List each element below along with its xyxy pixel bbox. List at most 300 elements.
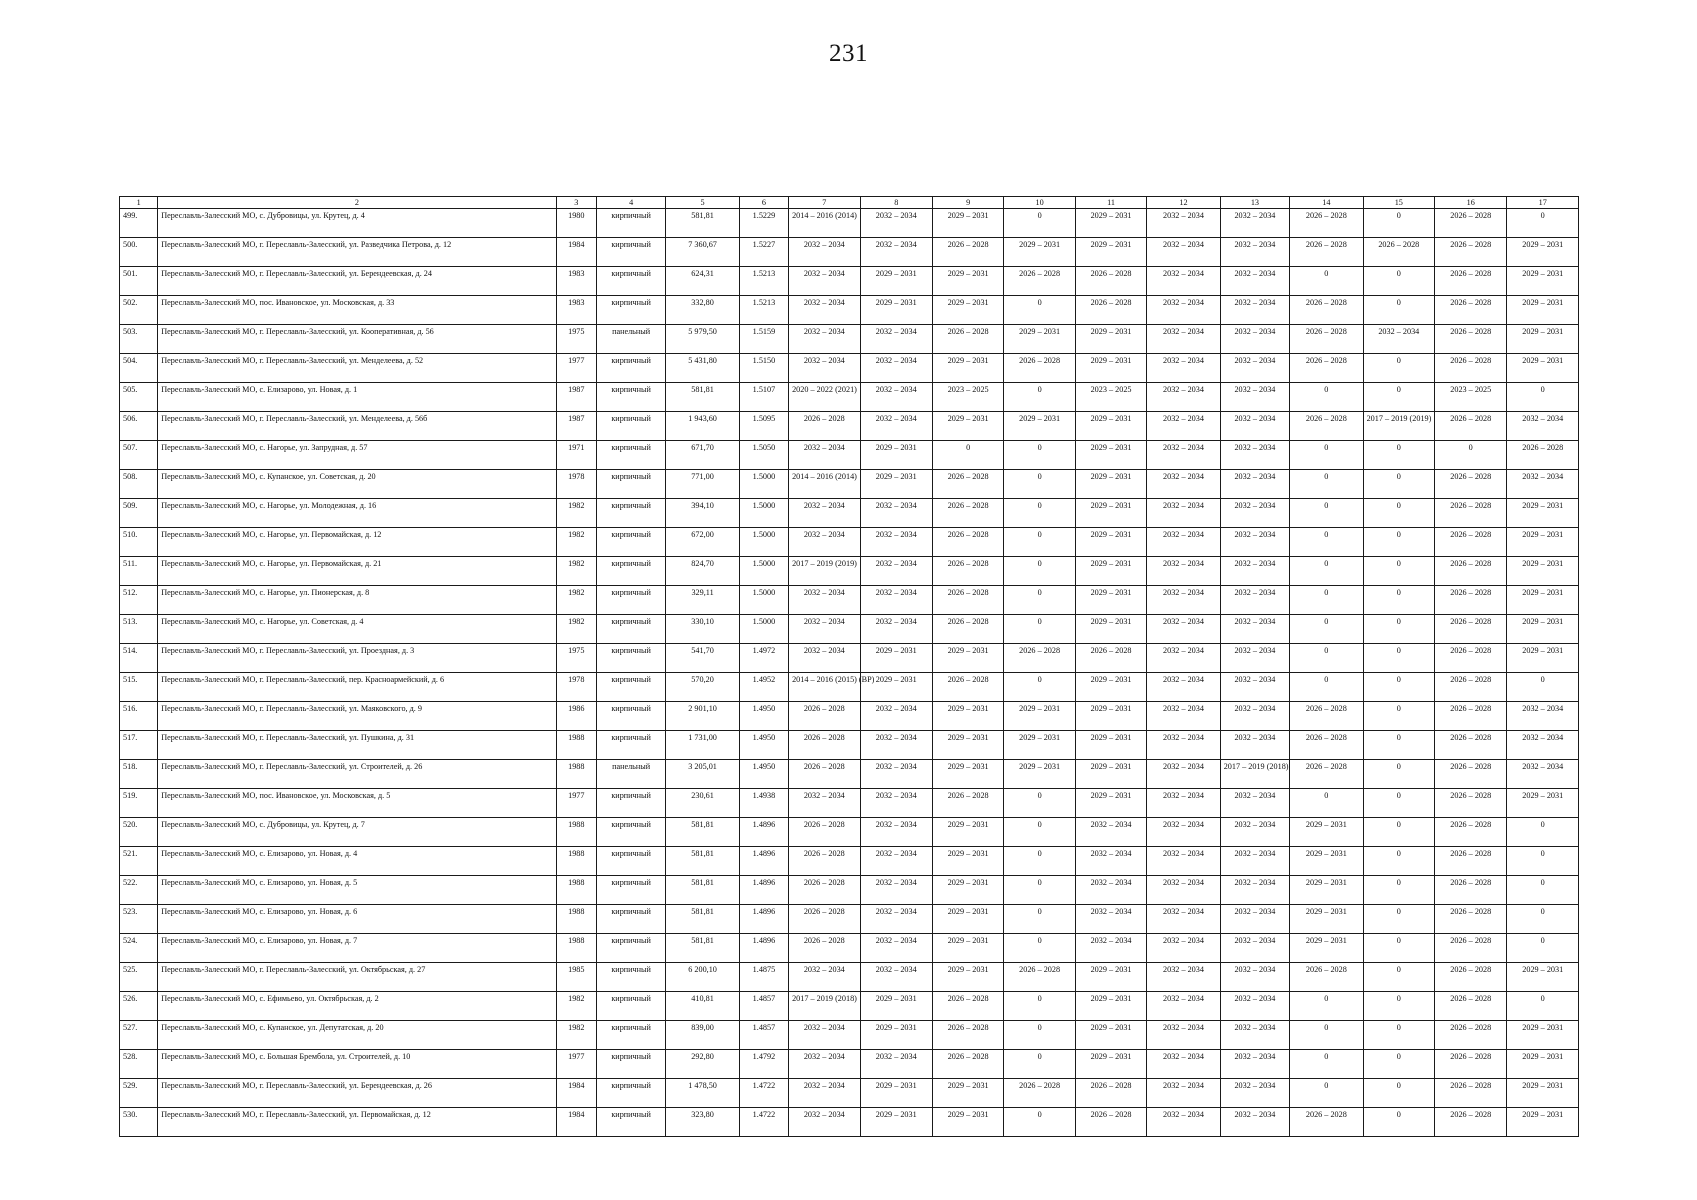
table-cell: 2026 – 2028 bbox=[1435, 673, 1507, 702]
table-cell: 581,81 bbox=[666, 847, 739, 876]
table-cell: 2026 – 2028 bbox=[932, 238, 1003, 267]
table-cell: 2026 – 2028 bbox=[932, 586, 1003, 615]
table-cell: 2029 – 2031 bbox=[932, 412, 1003, 441]
row-number: 530. bbox=[120, 1108, 158, 1137]
table-cell: 330,10 bbox=[666, 615, 739, 644]
table-cell: 0 bbox=[1507, 992, 1579, 1021]
table-cell: 1.5000 bbox=[739, 499, 788, 528]
table-cell: 2029 – 2031 bbox=[860, 673, 932, 702]
table-cell: 1.4950 bbox=[739, 760, 788, 789]
table-cell: 2032 – 2034 bbox=[1147, 992, 1220, 1021]
table-cell: 1982 bbox=[556, 586, 596, 615]
table-row bbox=[120, 209, 1579, 238]
table-cell: 2029 – 2031 bbox=[1075, 441, 1146, 470]
table-cell: 1.4792 bbox=[739, 1050, 788, 1079]
period-cell: 0 bbox=[1363, 992, 1434, 1021]
table-row bbox=[120, 702, 1579, 731]
table-cell: 2026 – 2028 bbox=[1290, 1108, 1363, 1137]
row-number: 501. bbox=[120, 267, 158, 296]
table-row bbox=[120, 296, 1579, 325]
table-cell: 2032 – 2034 bbox=[1147, 644, 1220, 673]
period-cell: 0 bbox=[1363, 702, 1434, 731]
table-cell: 2032 – 2034 bbox=[860, 586, 932, 615]
address-cell: Переславль-Залесский МО, с. Большая Брембола, ул. Строителей, д. 10 bbox=[158, 1050, 556, 1079]
table-row bbox=[120, 354, 1579, 383]
table-cell: 2026 – 2028 bbox=[932, 557, 1003, 586]
table-cell: 2029 – 2031 bbox=[1075, 963, 1146, 992]
period-cell: 0 bbox=[1363, 470, 1434, 499]
period-cell: 2032 – 2034 bbox=[1220, 673, 1289, 702]
table-cell: 0 bbox=[1290, 992, 1363, 1021]
table-row bbox=[120, 586, 1579, 615]
table-cell: 0 bbox=[932, 441, 1003, 470]
table-cell: 1.4722 bbox=[739, 1079, 788, 1108]
period-cell: 2032 – 2034 bbox=[1220, 1108, 1289, 1137]
table-cell: 0 bbox=[1004, 876, 1075, 905]
table-cell: 0 bbox=[1004, 615, 1075, 644]
table-cell: 1 731,00 bbox=[666, 731, 739, 760]
table-row bbox=[120, 760, 1579, 789]
table-cell: 2029 – 2031 bbox=[1507, 1108, 1579, 1137]
table-cell: 2032 – 2034 bbox=[1147, 557, 1220, 586]
table-row bbox=[120, 412, 1579, 441]
column-number-7: 7 bbox=[789, 197, 860, 209]
table-cell: 2029 – 2031 bbox=[1075, 354, 1146, 383]
period-cell: 0 bbox=[1363, 905, 1434, 934]
page-number: 231 bbox=[829, 40, 868, 67]
table-row bbox=[120, 1079, 1579, 1108]
wall-material-cell: кирпичный bbox=[596, 644, 665, 673]
table-cell: 2029 – 2031 bbox=[1507, 557, 1579, 586]
period-cell: 2032 – 2034 bbox=[1220, 992, 1289, 1021]
period-cell: 2032 – 2034 bbox=[1220, 238, 1289, 267]
table-cell: 581,81 bbox=[666, 905, 739, 934]
table-cell: 2029 – 2031 bbox=[932, 905, 1003, 934]
table-cell: 2032 – 2034 bbox=[1075, 876, 1146, 905]
row-number: 506. bbox=[120, 412, 158, 441]
table-cell: 2026 – 2028 bbox=[932, 528, 1003, 557]
period-cell: 0 bbox=[1363, 354, 1434, 383]
table-cell: 2029 – 2031 bbox=[932, 267, 1003, 296]
table-row bbox=[120, 673, 1579, 702]
table-cell: 5 431,80 bbox=[666, 354, 739, 383]
row-number: 529. bbox=[120, 1079, 158, 1108]
wall-material-cell: кирпичный bbox=[596, 876, 665, 905]
table-cell: 2032 – 2034 bbox=[860, 499, 932, 528]
table-cell: 2029 – 2031 bbox=[1075, 1021, 1146, 1050]
address-cell: Переславль-Залесский МО, с. Елизарово, ул. Новая, д. 1 bbox=[158, 383, 556, 412]
row-number: 521. bbox=[120, 847, 158, 876]
wall-material-cell: кирпичный bbox=[596, 354, 665, 383]
row-number: 524. bbox=[120, 934, 158, 963]
table-cell: 2032 – 2034 bbox=[1147, 1021, 1220, 1050]
address-cell: Переславль-Залесский МО, пос. Ивановское, ул. Московская, д. 5 bbox=[158, 789, 556, 818]
table-cell: 1.5227 bbox=[739, 238, 788, 267]
housing-register-table bbox=[119, 196, 1579, 1137]
period-cell: 2032 – 2034 bbox=[1363, 325, 1434, 354]
table-cell: 824,70 bbox=[666, 557, 739, 586]
table-cell: 2032 – 2034 bbox=[1147, 528, 1220, 557]
table-cell: 1982 bbox=[556, 615, 596, 644]
address-cell: Переславль-Залесский МО, г. Переславль-Залесский, ул. Разведчика Петрова, д. 12 bbox=[158, 238, 556, 267]
period-cell: 2026 – 2028 bbox=[789, 731, 860, 760]
wall-material-cell: кирпичный bbox=[596, 934, 665, 963]
period-cell: 2032 – 2034 bbox=[1220, 702, 1289, 731]
period-cell: 2026 – 2028 bbox=[789, 905, 860, 934]
table-cell: 1.4938 bbox=[739, 789, 788, 818]
table-cell: 2032 – 2034 bbox=[860, 557, 932, 586]
table-cell: 2 901,10 bbox=[666, 702, 739, 731]
table-cell: 2032 – 2034 bbox=[860, 905, 932, 934]
table-cell: 2029 – 2031 bbox=[1507, 354, 1579, 383]
table-cell: 2032 – 2034 bbox=[860, 731, 932, 760]
table-cell: 2032 – 2034 bbox=[1147, 1108, 1220, 1137]
table-cell: 2029 – 2031 bbox=[932, 702, 1003, 731]
table-cell: 2026 – 2028 bbox=[1075, 644, 1146, 673]
table-cell: 2032 – 2034 bbox=[860, 354, 932, 383]
table-cell: 0 bbox=[1290, 383, 1363, 412]
table-cell: 2032 – 2034 bbox=[860, 209, 932, 238]
table-cell: 581,81 bbox=[666, 934, 739, 963]
table-cell: 2026 – 2028 bbox=[1435, 470, 1507, 499]
address-cell: Переславль-Залесский МО, пос. Ивановское, ул. Московская, д. 33 bbox=[158, 296, 556, 325]
period-cell: 0 bbox=[1363, 1050, 1434, 1079]
period-cell: 2032 – 2034 bbox=[789, 267, 860, 296]
wall-material-cell: кирпичный bbox=[596, 238, 665, 267]
table-cell: 1.5213 bbox=[739, 296, 788, 325]
period-cell: 0 bbox=[1363, 528, 1434, 557]
table-cell: 2032 – 2034 bbox=[1147, 238, 1220, 267]
row-number: 526. bbox=[120, 992, 158, 1021]
table-cell: 1.4896 bbox=[739, 876, 788, 905]
period-cell: 2032 – 2034 bbox=[1220, 441, 1289, 470]
wall-material-cell: кирпичный bbox=[596, 1108, 665, 1137]
period-cell: 0 bbox=[1363, 1079, 1434, 1108]
table-cell: 2029 – 2031 bbox=[1290, 934, 1363, 963]
table-cell: 2032 – 2034 bbox=[860, 847, 932, 876]
table-cell: 2029 – 2031 bbox=[1507, 238, 1579, 267]
table-cell: 2032 – 2034 bbox=[1075, 818, 1146, 847]
table-cell: 1982 bbox=[556, 528, 596, 557]
table-cell: 1988 bbox=[556, 876, 596, 905]
table-cell: 2026 – 2028 bbox=[1004, 354, 1075, 383]
period-cell: 2032 – 2034 bbox=[1220, 209, 1289, 238]
table-cell: 2032 – 2034 bbox=[860, 818, 932, 847]
column-number-15: 15 bbox=[1363, 197, 1434, 209]
table-cell: 2032 – 2034 bbox=[860, 789, 932, 818]
table-cell: 2029 – 2031 bbox=[932, 209, 1003, 238]
table-cell: 2029 – 2031 bbox=[1507, 586, 1579, 615]
table-cell: 0 bbox=[1004, 1021, 1075, 1050]
table-row bbox=[120, 383, 1579, 412]
table-cell: 1.5050 bbox=[739, 441, 788, 470]
table-cell: 1.5095 bbox=[739, 412, 788, 441]
table-cell: 2026 – 2028 bbox=[1435, 1050, 1507, 1079]
table-cell: 2023 – 2025 bbox=[932, 383, 1003, 412]
period-cell: 2032 – 2034 bbox=[1220, 818, 1289, 847]
table-cell: 2026 – 2028 bbox=[932, 673, 1003, 702]
table-cell: 1988 bbox=[556, 818, 596, 847]
table-cell: 2029 – 2031 bbox=[1075, 499, 1146, 528]
table-cell: 2026 – 2028 bbox=[1435, 586, 1507, 615]
table-cell: 2029 – 2031 bbox=[1290, 847, 1363, 876]
period-cell: 2026 – 2028 bbox=[789, 818, 860, 847]
table-cell: 2026 – 2028 bbox=[1435, 1108, 1507, 1137]
table-cell: 2032 – 2034 bbox=[1147, 1079, 1220, 1108]
period-cell: 2014 – 2016 (2014) bbox=[789, 470, 860, 499]
table-cell: 1.5229 bbox=[739, 209, 788, 238]
table-cell: 2029 – 2031 bbox=[860, 470, 932, 499]
period-cell: 2026 – 2028 bbox=[789, 934, 860, 963]
period-cell: 0 bbox=[1363, 644, 1434, 673]
period-cell: 2017 – 2019 (2019) bbox=[1363, 412, 1434, 441]
table-cell: 2026 – 2028 bbox=[1435, 847, 1507, 876]
period-cell: 0 bbox=[1363, 876, 1434, 905]
period-cell: 0 bbox=[1363, 296, 1434, 325]
wall-material-cell: кирпичный bbox=[596, 731, 665, 760]
table-cell: 2032 – 2034 bbox=[1147, 354, 1220, 383]
period-cell: 2032 – 2034 bbox=[1220, 934, 1289, 963]
address-cell: Переславль-Залесский МО, г. Переславль-Залесский, ул. Октябрьская, д. 27 bbox=[158, 963, 556, 992]
table-row bbox=[120, 470, 1579, 499]
period-cell: 2032 – 2034 bbox=[789, 1108, 860, 1137]
table-cell: 0 bbox=[1004, 470, 1075, 499]
wall-material-cell: кирпичный bbox=[596, 905, 665, 934]
column-number-12: 12 bbox=[1147, 197, 1220, 209]
table-cell: 581,81 bbox=[666, 818, 739, 847]
table-cell: 2029 – 2031 bbox=[1004, 702, 1075, 731]
table-cell: 0 bbox=[1290, 557, 1363, 586]
table-cell: 0 bbox=[1507, 673, 1579, 702]
table-row bbox=[120, 731, 1579, 760]
address-cell: Переславль-Залесский МО, г. Переславль-Залесский, пер. Красноармейский, д. 6 bbox=[158, 673, 556, 702]
table-cell: 0 bbox=[1004, 499, 1075, 528]
table-cell: 2026 – 2028 bbox=[1435, 702, 1507, 731]
table-cell: 2032 – 2034 bbox=[1147, 499, 1220, 528]
address-cell: Переславль-Залесский МО, с. Нагорье, ул. Первомайская, д. 21 bbox=[158, 557, 556, 586]
table-cell: 2026 – 2028 bbox=[1435, 789, 1507, 818]
period-cell: 0 bbox=[1363, 1108, 1434, 1137]
table-cell: 0 bbox=[1290, 1079, 1363, 1108]
table-cell: 0 bbox=[1004, 383, 1075, 412]
table-cell: 839,00 bbox=[666, 1021, 739, 1050]
table-cell: 2032 – 2034 bbox=[1147, 789, 1220, 818]
table-body bbox=[120, 209, 1579, 1137]
table-cell: 2029 – 2031 bbox=[1075, 760, 1146, 789]
table-cell: 2029 – 2031 bbox=[1075, 586, 1146, 615]
table-cell: 0 bbox=[1004, 441, 1075, 470]
table-cell: 1984 bbox=[556, 238, 596, 267]
table-row bbox=[120, 267, 1579, 296]
table-cell: 0 bbox=[1004, 1050, 1075, 1079]
table-cell: 2032 – 2034 bbox=[1147, 1050, 1220, 1079]
table-row bbox=[120, 818, 1579, 847]
period-cell: 0 bbox=[1363, 963, 1434, 992]
table-cell: 0 bbox=[1290, 528, 1363, 557]
table-cell: 771,00 bbox=[666, 470, 739, 499]
table-cell: 0 bbox=[1290, 644, 1363, 673]
table-cell: 2026 – 2028 bbox=[1435, 354, 1507, 383]
table-cell: 0 bbox=[1290, 499, 1363, 528]
table-cell: 2032 – 2034 bbox=[860, 615, 932, 644]
period-cell: 2032 – 2034 bbox=[789, 1079, 860, 1108]
column-number-4: 4 bbox=[596, 197, 665, 209]
table-cell: 1984 bbox=[556, 1108, 596, 1137]
table-cell: 2032 – 2034 bbox=[860, 760, 932, 789]
table-cell: 2029 – 2031 bbox=[1290, 876, 1363, 905]
table-cell: 0 bbox=[1507, 383, 1579, 412]
table-cell: 2029 – 2031 bbox=[1075, 992, 1146, 1021]
table-cell: 2032 – 2034 bbox=[1147, 383, 1220, 412]
table-cell: 2029 – 2031 bbox=[1507, 1021, 1579, 1050]
period-cell: 2032 – 2034 bbox=[1220, 586, 1289, 615]
wall-material-cell: кирпичный bbox=[596, 267, 665, 296]
address-cell: Переславль-Залесский МО, с. Нагорье, ул. Пионерская, д. 8 bbox=[158, 586, 556, 615]
period-cell: 2032 – 2034 bbox=[789, 354, 860, 383]
column-number-13: 13 bbox=[1220, 197, 1289, 209]
table-row bbox=[120, 528, 1579, 557]
table-row bbox=[120, 934, 1579, 963]
table-cell: 2026 – 2028 bbox=[1290, 296, 1363, 325]
address-cell: Переславль-Залесский МО, г. Переславль-Залесский, ул. Менделеева, д. 56б bbox=[158, 412, 556, 441]
row-number: 523. bbox=[120, 905, 158, 934]
table-cell: 1984 bbox=[556, 1079, 596, 1108]
table-cell: 0 bbox=[1290, 673, 1363, 702]
period-cell: 0 bbox=[1363, 441, 1434, 470]
period-cell: 2032 – 2034 bbox=[1220, 615, 1289, 644]
table-cell: 2026 – 2028 bbox=[1290, 760, 1363, 789]
table-cell: 2026 – 2028 bbox=[932, 615, 1003, 644]
table-cell: 2032 – 2034 bbox=[1147, 905, 1220, 934]
period-cell: 2032 – 2034 bbox=[1220, 383, 1289, 412]
table-cell: 2032 – 2034 bbox=[1075, 905, 1146, 934]
table-cell: 1.4950 bbox=[739, 731, 788, 760]
table-cell: 0 bbox=[1507, 876, 1579, 905]
row-number: 525. bbox=[120, 963, 158, 992]
wall-material-cell: кирпичный bbox=[596, 789, 665, 818]
table-cell: 2029 – 2031 bbox=[1507, 499, 1579, 528]
table-cell: 2029 – 2031 bbox=[932, 354, 1003, 383]
table-row bbox=[120, 499, 1579, 528]
table-cell: 2029 – 2031 bbox=[1075, 557, 1146, 586]
table-cell: 2026 – 2028 bbox=[1290, 325, 1363, 354]
period-cell: 0 bbox=[1363, 557, 1434, 586]
column-number-5: 5 bbox=[666, 197, 739, 209]
period-cell: 2032 – 2034 bbox=[1220, 876, 1289, 905]
table-cell: 2026 – 2028 bbox=[1004, 644, 1075, 673]
table-cell: 1.5150 bbox=[739, 354, 788, 383]
period-cell: 2032 – 2034 bbox=[1220, 905, 1289, 934]
table-cell: 2032 – 2034 bbox=[1507, 702, 1579, 731]
table-cell: 2032 – 2034 bbox=[1507, 760, 1579, 789]
table-cell: 2026 – 2028 bbox=[932, 1050, 1003, 1079]
table-cell: 2023 – 2025 bbox=[1075, 383, 1146, 412]
wall-material-cell: кирпичный bbox=[596, 209, 665, 238]
table-row bbox=[120, 557, 1579, 586]
period-cell: 2032 – 2034 bbox=[1220, 470, 1289, 499]
table-cell: 1983 bbox=[556, 296, 596, 325]
table-cell: 2029 – 2031 bbox=[1004, 731, 1075, 760]
table-row bbox=[120, 238, 1579, 267]
table-cell: 2026 – 2028 bbox=[932, 325, 1003, 354]
table-cell: 2029 – 2031 bbox=[932, 934, 1003, 963]
row-number: 511. bbox=[120, 557, 158, 586]
period-cell: 2026 – 2028 bbox=[789, 702, 860, 731]
table-cell: 2029 – 2031 bbox=[1075, 789, 1146, 818]
table-row bbox=[120, 905, 1579, 934]
table-cell: 2029 – 2031 bbox=[932, 847, 1003, 876]
table-cell: 0 bbox=[1290, 586, 1363, 615]
table-cell: 323,80 bbox=[666, 1108, 739, 1137]
table-cell: 1985 bbox=[556, 963, 596, 992]
table-cell: 2026 – 2028 bbox=[932, 992, 1003, 1021]
wall-material-cell: кирпичный bbox=[596, 1050, 665, 1079]
table-cell: 2026 – 2028 bbox=[1435, 1021, 1507, 1050]
table-cell: 2032 – 2034 bbox=[1147, 209, 1220, 238]
table-cell: 2026 – 2028 bbox=[932, 499, 1003, 528]
column-number-11: 11 bbox=[1075, 197, 1146, 209]
table-cell: 3 205,01 bbox=[666, 760, 739, 789]
row-number: 520. bbox=[120, 818, 158, 847]
column-number-2: 2 bbox=[158, 197, 556, 209]
address-cell: Переславль-Залесский МО, с. Нагорье, ул. Молодежная, д. 16 bbox=[158, 499, 556, 528]
table-cell: 0 bbox=[1004, 905, 1075, 934]
table-row bbox=[120, 615, 1579, 644]
table-cell: 2032 – 2034 bbox=[1147, 673, 1220, 702]
period-cell: 2026 – 2028 bbox=[789, 760, 860, 789]
table-cell: 1988 bbox=[556, 760, 596, 789]
table-cell: 1977 bbox=[556, 354, 596, 383]
row-number: 516. bbox=[120, 702, 158, 731]
table-cell: 1988 bbox=[556, 847, 596, 876]
period-cell: 0 bbox=[1363, 383, 1434, 412]
address-cell: Переславль-Залесский МО, с. Нагорье, ул. Первомайская, д. 12 bbox=[158, 528, 556, 557]
table-cell: 0 bbox=[1507, 209, 1579, 238]
wall-material-cell: кирпичный bbox=[596, 1021, 665, 1050]
wall-material-cell: кирпичный bbox=[596, 470, 665, 499]
period-cell: 2032 – 2034 bbox=[789, 963, 860, 992]
wall-material-cell: кирпичный bbox=[596, 412, 665, 441]
table-cell: 2032 – 2034 bbox=[1147, 296, 1220, 325]
wall-material-cell: кирпичный bbox=[596, 528, 665, 557]
table-cell: 1.4857 bbox=[739, 1021, 788, 1050]
table-row bbox=[120, 847, 1579, 876]
period-cell: 0 bbox=[1363, 615, 1434, 644]
wall-material-cell: кирпичный bbox=[596, 702, 665, 731]
table-cell: 0 bbox=[1004, 557, 1075, 586]
table-cell: 2026 – 2028 bbox=[1435, 296, 1507, 325]
table-cell: 2029 – 2031 bbox=[1004, 325, 1075, 354]
period-cell: 2032 – 2034 bbox=[789, 528, 860, 557]
table-cell: 2029 – 2031 bbox=[860, 296, 932, 325]
address-cell: Переславль-Залесский МО, с. Купанское, ул. Советская, д. 20 bbox=[158, 470, 556, 499]
wall-material-cell: кирпичный bbox=[596, 441, 665, 470]
address-cell: Переславль-Залесский МО, с. Дубровицы, ул. Крутец, д. 4 bbox=[158, 209, 556, 238]
table-cell: 1.4972 bbox=[739, 644, 788, 673]
table-cell: 2029 – 2031 bbox=[932, 760, 1003, 789]
table-cell: 671,70 bbox=[666, 441, 739, 470]
table-cell: 2029 – 2031 bbox=[1075, 412, 1146, 441]
table-cell: 2026 – 2028 bbox=[1435, 992, 1507, 1021]
period-cell: 2032 – 2034 bbox=[1220, 847, 1289, 876]
table-cell: 2029 – 2031 bbox=[860, 1021, 932, 1050]
period-cell: 2026 – 2028 bbox=[789, 412, 860, 441]
column-number-14: 14 bbox=[1290, 197, 1363, 209]
row-number: 513. bbox=[120, 615, 158, 644]
row-number: 519. bbox=[120, 789, 158, 818]
wall-material-cell: кирпичный bbox=[596, 499, 665, 528]
table-cell: 1982 bbox=[556, 1021, 596, 1050]
